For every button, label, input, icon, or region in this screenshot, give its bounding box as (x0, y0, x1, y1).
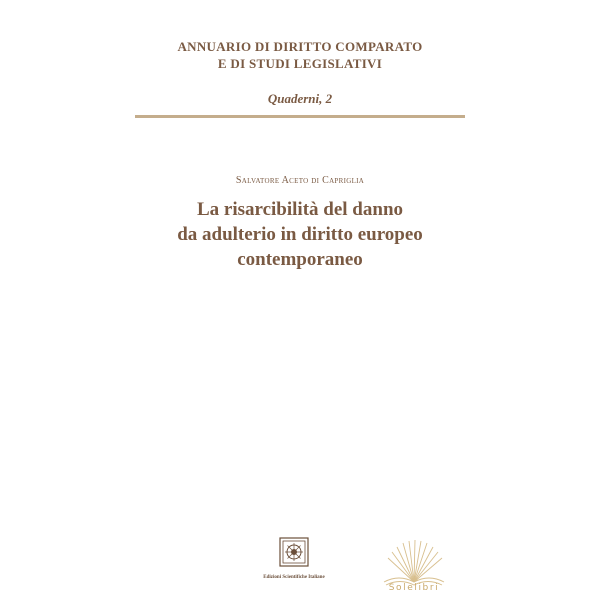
esi-emblem-icon (279, 537, 309, 567)
book-cover (135, 0, 465, 600)
book-title-line-2: da adulterio in diritto europeo (177, 224, 423, 245)
author-name: Salvatore Aceto di Capriglia (235, 175, 365, 186)
series-title-line-1: ANNUARIO DI DIRITTO COMPARATO (177, 39, 423, 54)
sunburst-book-icon (378, 538, 450, 586)
solelibri-publisher-name: Solelibri (388, 583, 440, 593)
divider-rule (135, 115, 465, 118)
subseries-label: Quaderni, 2 (267, 91, 333, 106)
book-title-line-1: La risarcibilità del danno (196, 199, 404, 220)
book-title-line-3: contemporaneo (237, 249, 363, 270)
esi-publisher-name: Edizioni Scientifiche Italiane (263, 575, 325, 580)
book-title (135, 197, 465, 272)
series-title-line-2: E DI STUDI LEGISLATIVI (217, 56, 383, 71)
